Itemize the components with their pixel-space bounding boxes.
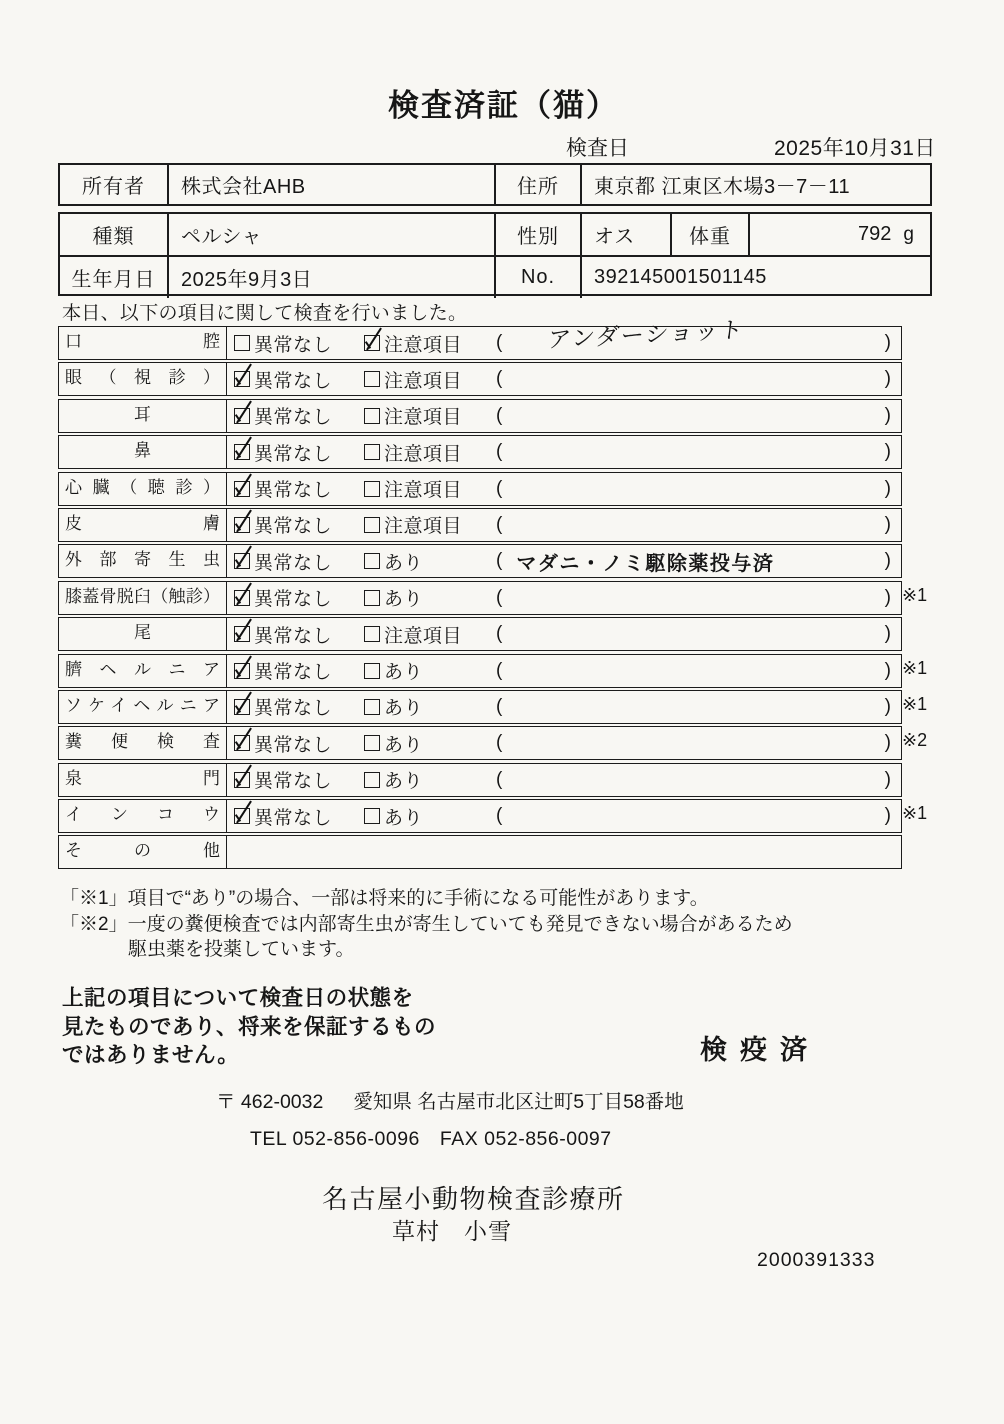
checkbox-attention[interactable] bbox=[364, 481, 380, 497]
clinic-phone-line bbox=[250, 1128, 612, 1151]
inspection-row bbox=[58, 763, 902, 797]
checkbox-attention[interactable] bbox=[364, 553, 380, 569]
paren-open: ( bbox=[496, 768, 503, 790]
checkbox-no-abnormality-label: 異常なし bbox=[254, 552, 333, 574]
option-attention bbox=[364, 693, 496, 720]
checkbox-no-abnormality-label: 異常なし bbox=[254, 662, 333, 684]
paren-close: ) bbox=[884, 805, 891, 827]
inspection-item-label: 口腔 bbox=[59, 327, 227, 359]
inspection-row bbox=[58, 472, 902, 506]
paren-close: ) bbox=[884, 550, 891, 572]
inspection-row bbox=[58, 654, 928, 688]
inspection-item-label: 眼（視診） bbox=[59, 363, 227, 395]
weight-value bbox=[748, 214, 930, 255]
checkbox-attention[interactable] bbox=[364, 371, 380, 387]
inspection-item-label: 鼻 bbox=[59, 436, 227, 468]
checkbox-no-abnormality[interactable] bbox=[234, 699, 250, 715]
checkbox-attention[interactable] bbox=[364, 408, 380, 424]
inspection-row bbox=[58, 799, 928, 833]
option-attention bbox=[364, 330, 496, 357]
option-attention bbox=[364, 730, 496, 757]
checkbox-attention-label: あり bbox=[384, 662, 424, 684]
paren-open: ( bbox=[496, 732, 503, 754]
checkbox-attention-label: 注意項目 bbox=[384, 625, 463, 647]
paren-open: ( bbox=[496, 332, 503, 353]
sex-label: 性別 bbox=[494, 214, 580, 255]
paren-close: ) bbox=[884, 659, 891, 681]
birthdate-value: 2025年9月3日 bbox=[167, 257, 494, 298]
paren-close: ) bbox=[884, 732, 891, 754]
option-attention bbox=[364, 511, 496, 538]
option-attention bbox=[364, 657, 496, 684]
inspection-row-content bbox=[227, 800, 901, 832]
checkbox-no-abnormality[interactable] bbox=[234, 444, 250, 460]
checkbox-no-abnormality[interactable] bbox=[234, 335, 250, 351]
quarantine-stamp: 検疫済 bbox=[700, 1035, 820, 1065]
inspection-item-label: 皮膚 bbox=[59, 509, 227, 541]
paren-open: ( bbox=[496, 695, 503, 717]
checkbox-attention-label: 注意項目 bbox=[384, 407, 463, 429]
address-value: 東京都 江東区木場3－7－11 bbox=[580, 165, 930, 204]
checkbox-attention[interactable] bbox=[364, 590, 380, 606]
checkbox-attention-label: 注意項目 bbox=[384, 370, 463, 392]
inspection-row bbox=[58, 835, 902, 869]
option-normal bbox=[234, 475, 364, 502]
checkbox-no-abnormality-label: 異常なし bbox=[254, 334, 333, 356]
inspection-row bbox=[58, 399, 902, 433]
inspection-row-content bbox=[227, 655, 901, 687]
paren-open: ( bbox=[496, 441, 503, 463]
paren-close: ) bbox=[884, 441, 891, 463]
option-attention bbox=[364, 621, 496, 648]
checkbox-no-abnormality-label: 異常なし bbox=[254, 807, 333, 829]
row-reference-mark: ※1 bbox=[902, 693, 928, 714]
checkbox-no-abnormality-label: 異常なし bbox=[254, 516, 333, 538]
inspection-row-content bbox=[227, 691, 901, 723]
checkbox-no-abnormality-label: 異常なし bbox=[254, 625, 333, 647]
paren-close: ) bbox=[884, 513, 891, 535]
paren-close: ) bbox=[884, 404, 891, 426]
checkbox-no-abnormality[interactable] bbox=[234, 626, 250, 642]
checkbox-attention[interactable] bbox=[364, 699, 380, 715]
option-attention bbox=[364, 548, 496, 575]
option-attention bbox=[364, 766, 496, 793]
checkbox-no-abnormality[interactable] bbox=[234, 590, 250, 606]
inspection-row-content bbox=[227, 582, 901, 614]
weight-number: 792 bbox=[858, 223, 892, 245]
row-reference-mark: ※1 bbox=[902, 803, 928, 824]
checkbox-attention-label: あり bbox=[384, 807, 424, 829]
disclaimer-line: 上記の項目について検査日の状態を bbox=[62, 986, 414, 1010]
option-normal bbox=[234, 330, 364, 357]
serial-number: 2000391333 bbox=[757, 1249, 876, 1271]
inspection-row bbox=[58, 726, 928, 760]
footnote-2-line1: 「※2」一度の糞便検査では内部寄生虫が寄生していても発見できない場合があるため bbox=[60, 914, 793, 935]
paren-close: ) bbox=[884, 586, 891, 608]
checkbox-attention-label: あり bbox=[384, 552, 424, 574]
inspection-row bbox=[58, 362, 902, 396]
inspection-item-label: 泉門 bbox=[59, 764, 227, 796]
option-normal bbox=[234, 621, 364, 648]
checkbox-no-abnormality[interactable] bbox=[234, 517, 250, 533]
inspection-item-label: 耳 bbox=[59, 400, 227, 432]
inspection-row bbox=[58, 315, 902, 360]
postal-code: 〒 462-0032 bbox=[216, 1091, 324, 1113]
exam-date-label: 検査日 bbox=[566, 137, 629, 160]
option-normal bbox=[234, 511, 364, 538]
option-normal bbox=[234, 730, 364, 757]
inspection-table bbox=[58, 315, 928, 872]
checkbox-no-abnormality-label: 異常なし bbox=[254, 698, 333, 720]
remark-text: マダニ・ノミ駆除薬投与済 bbox=[516, 552, 775, 575]
veterinarian-name: 草村 小雪 bbox=[392, 1218, 512, 1244]
checkbox-no-abnormality-label: 異常なし bbox=[254, 443, 333, 465]
no-value: 392145001501145 bbox=[580, 257, 930, 298]
tel-number: TEL 052-856-0096 bbox=[250, 1128, 420, 1150]
page-title: 検査済証（猫） bbox=[388, 88, 619, 123]
owner-table bbox=[58, 163, 932, 206]
disclaimer-line: 見たものであり、将来を保証するもの bbox=[62, 1014, 437, 1039]
inspection-row bbox=[58, 435, 902, 469]
checkbox-no-abnormality[interactable] bbox=[234, 663, 250, 679]
paren-open: ( bbox=[496, 513, 503, 535]
paren-open: ( bbox=[496, 623, 503, 645]
checkbox-no-abnormality-label: 異常なし bbox=[254, 589, 333, 611]
checkbox-no-abnormality[interactable] bbox=[234, 735, 250, 751]
inspection-item-label: 尾 bbox=[59, 618, 227, 650]
option-normal bbox=[234, 439, 364, 466]
option-normal bbox=[234, 766, 364, 793]
paren-open: ( bbox=[496, 586, 503, 608]
option-attention bbox=[364, 402, 496, 429]
breed-value: ペルシャ bbox=[167, 214, 494, 255]
checkbox-no-abnormality[interactable] bbox=[234, 371, 250, 387]
inspection-row-content bbox=[227, 436, 901, 468]
remark-text: アンダーショット bbox=[546, 315, 747, 353]
address-label: 住所 bbox=[494, 165, 580, 204]
option-normal bbox=[234, 693, 364, 720]
checkbox-no-abnormality-label: 異常なし bbox=[254, 480, 333, 502]
row-reference-mark: ※1 bbox=[902, 657, 928, 678]
option-normal bbox=[234, 548, 364, 575]
option-normal bbox=[234, 584, 364, 611]
inspection-row-content bbox=[227, 400, 901, 432]
checkbox-attention[interactable] bbox=[364, 517, 380, 533]
sex-value: オス bbox=[580, 214, 670, 255]
checkbox-no-abnormality-label: 異常なし bbox=[254, 734, 333, 756]
paren-open: ( bbox=[496, 368, 503, 390]
owner-value: 株式会社AHB bbox=[167, 165, 494, 204]
checkbox-attention[interactable] bbox=[364, 626, 380, 642]
no-label: No. bbox=[494, 257, 580, 298]
checkbox-attention-label: あり bbox=[384, 734, 424, 756]
intro-text: 本日、以下の項目に関して検査を行いました。 bbox=[62, 303, 468, 324]
paren-open: ( bbox=[496, 805, 503, 827]
inspection-row-content bbox=[227, 836, 901, 868]
disclaimer-line: ではありません。 bbox=[62, 1043, 240, 1067]
exam-date-value: 2025年10月31日 bbox=[774, 137, 936, 160]
inspection-row-content bbox=[227, 727, 901, 759]
row-reference-mark: ※1 bbox=[902, 584, 928, 605]
checkbox-no-abnormality[interactable] bbox=[234, 553, 250, 569]
pet-table bbox=[58, 212, 932, 296]
paren-open: ( bbox=[496, 550, 503, 572]
weight-unit: g bbox=[903, 223, 914, 245]
inspection-row bbox=[58, 617, 902, 651]
checkbox-attention[interactable] bbox=[364, 808, 380, 824]
checkbox-no-abnormality[interactable] bbox=[234, 408, 250, 424]
checkbox-no-abnormality-label: 異常なし bbox=[254, 771, 333, 793]
clinic-name: 名古屋小動物検査診療所 bbox=[322, 1184, 625, 1214]
checkbox-no-abnormality[interactable] bbox=[234, 808, 250, 824]
inspection-row-content bbox=[227, 509, 901, 541]
footnote-1: 「※1」項目で“あり”の場合、一部は将来的に手術になる可能性があります。 bbox=[60, 888, 709, 909]
row-reference-mark: ※2 bbox=[902, 730, 928, 751]
inspection-row-content bbox=[227, 618, 901, 650]
inspection-row-content bbox=[227, 545, 901, 577]
paren-close: ) bbox=[884, 695, 891, 717]
weight-label: 体重 bbox=[670, 214, 748, 255]
paren-close: ) bbox=[884, 623, 891, 645]
option-attention bbox=[364, 584, 496, 611]
inspection-row-content bbox=[227, 473, 901, 505]
pet-row-1 bbox=[60, 214, 930, 255]
paren-close: ) bbox=[884, 477, 891, 499]
checkbox-no-abnormality-label: 異常なし bbox=[254, 370, 333, 392]
inspection-row bbox=[58, 544, 902, 578]
footnote-2-line2: 駆虫薬を投薬しています。 bbox=[128, 939, 355, 960]
fax-number: FAX 052-856-0097 bbox=[439, 1128, 612, 1150]
option-normal bbox=[234, 803, 364, 830]
inspection-item-label: 膝蓋骨脱臼（触診） bbox=[59, 582, 227, 614]
option-normal bbox=[234, 402, 364, 429]
checkbox-no-abnormality[interactable] bbox=[234, 481, 250, 497]
inspection-item-label: インコウ bbox=[59, 800, 227, 832]
inspection-row-content bbox=[227, 363, 901, 395]
checkbox-attention-label: あり bbox=[384, 589, 424, 611]
clinic-address-line bbox=[216, 1086, 684, 1114]
paren-close: ) bbox=[884, 368, 891, 390]
option-normal bbox=[234, 366, 364, 393]
checkbox-attention[interactable] bbox=[364, 735, 380, 751]
checkbox-attention[interactable] bbox=[364, 663, 380, 679]
inspection-row bbox=[58, 690, 928, 724]
checkbox-no-abnormality-label: 異常なし bbox=[254, 407, 333, 429]
option-attention bbox=[364, 475, 496, 502]
inspection-item-label: ソケイヘルニア bbox=[59, 691, 227, 723]
option-attention bbox=[364, 366, 496, 393]
inspection-item-label: 臍ヘルニア bbox=[59, 655, 227, 687]
paren-close: ) bbox=[884, 332, 891, 353]
birthdate-label: 生年月日 bbox=[71, 269, 156, 291]
paren-open: ( bbox=[496, 659, 503, 681]
paren-open: ( bbox=[496, 404, 503, 426]
paren-close: ) bbox=[884, 768, 891, 790]
checkbox-attention-label: 注意項目 bbox=[384, 480, 463, 502]
checkbox-attention-label: 注意項目 bbox=[384, 516, 463, 538]
checkbox-attention-label: 注意項目 bbox=[384, 443, 463, 465]
disclaimer-paragraph bbox=[62, 984, 436, 1070]
inspection-item-label: 糞便検査 bbox=[59, 727, 227, 759]
inspection-row-content bbox=[227, 315, 901, 359]
inspection-row bbox=[58, 508, 902, 542]
inspection-row-content bbox=[227, 764, 901, 796]
inspection-item-label: 外部寄生虫 bbox=[59, 545, 227, 577]
inspection-item-label: 心臓（聴診） bbox=[59, 473, 227, 505]
checkbox-attention[interactable] bbox=[364, 444, 380, 460]
inspection-row bbox=[58, 581, 928, 615]
checkbox-attention-label: あり bbox=[384, 771, 424, 793]
paren-open: ( bbox=[496, 477, 503, 499]
option-attention bbox=[364, 803, 496, 830]
checkbox-attention[interactable] bbox=[364, 335, 380, 351]
checkbox-no-abnormality[interactable] bbox=[234, 772, 250, 788]
clinic-address: 愛知県 名古屋市北区辻町5丁目58番地 bbox=[353, 1091, 684, 1113]
inspection-item-label: その他 bbox=[59, 836, 227, 868]
checkbox-attention[interactable] bbox=[364, 772, 380, 788]
checkbox-attention-label: 注意項目 bbox=[384, 334, 463, 356]
pet-row-2 bbox=[60, 255, 930, 298]
option-attention bbox=[364, 439, 496, 466]
option-normal bbox=[234, 657, 364, 684]
breed-label: 種類 bbox=[92, 226, 135, 248]
owner-label: 所有者 bbox=[82, 176, 145, 198]
checkbox-attention-label: あり bbox=[384, 698, 424, 720]
